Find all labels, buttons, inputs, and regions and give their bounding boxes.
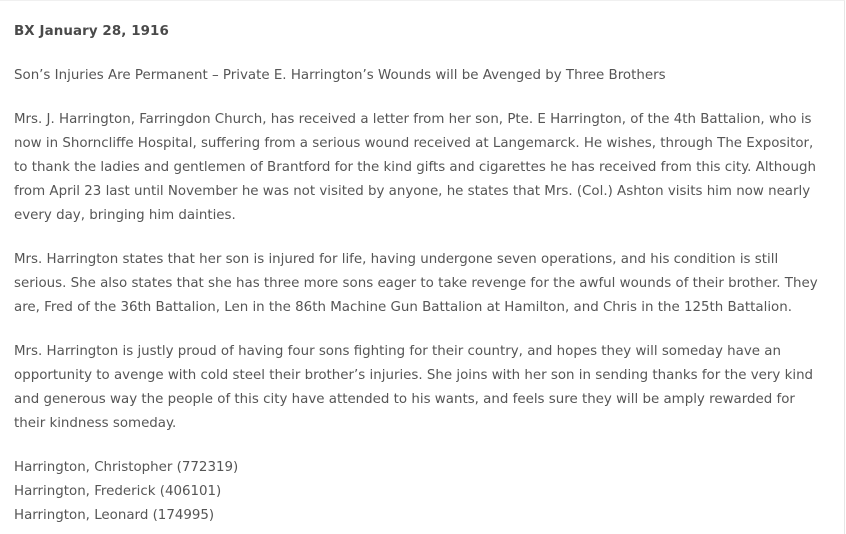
article-paragraph-1: Mrs. J. Harrington, Farringdon Church, has received a letter from her son, Pte. E Harrington, of the 4th Battalion, who is now in Shorncliffe Hospital, suffering from a serious wound received at Langemarck. He wishes, through The Expositor, to thank the ladies and gentlemen of Brantford for the kind gifts and cigarettes he has received from this city. Although from April 23 last until November he was not visited by anyone, he states that Mrs. (Col.) Ashton visits him now nearly every day, bringing him dainties. [14, 112, 816, 223]
article-paragraph-3: Mrs. Harrington is justly proud of having four sons fighting for their country, and hopes they will someday have an opportunity to avenge with cold steel their brother’s injuries. She joins with her son in sending thanks for the very kind and generous way the people of this city have attended to his wants, and feels sure they will be amply rewarded for their kindness someday. [14, 344, 814, 431]
article-dateline: BX January 28, 1916 [14, 24, 169, 39]
soldier-name-leonard: Harrington, Leonard (174995) [14, 508, 215, 523]
soldier-name-frederick: Harrington, Frederick (406101) [14, 484, 222, 499]
article-body [14, 20, 826, 528]
soldier-name-christopher: Harrington, Christopher (772319) [14, 460, 239, 475]
article-headline: Son’s Injuries Are Permanent – Private E. Harrington’s Wounds will be Avenged by Three Brothers [14, 68, 666, 83]
article-paragraph-2: Mrs. Harrington states that her son is injured for life, having undergone seven operations, and his condition is still serious. She also states that she has three more sons eager to take revenge for the awful wounds of their brother. They are, Fred of the 36th Battalion, Len in the 86th Machine Gun Battalion at Hamilton, and Chris in the 125th Battalion. [14, 252, 818, 315]
soldier-names-list [14, 456, 826, 528]
